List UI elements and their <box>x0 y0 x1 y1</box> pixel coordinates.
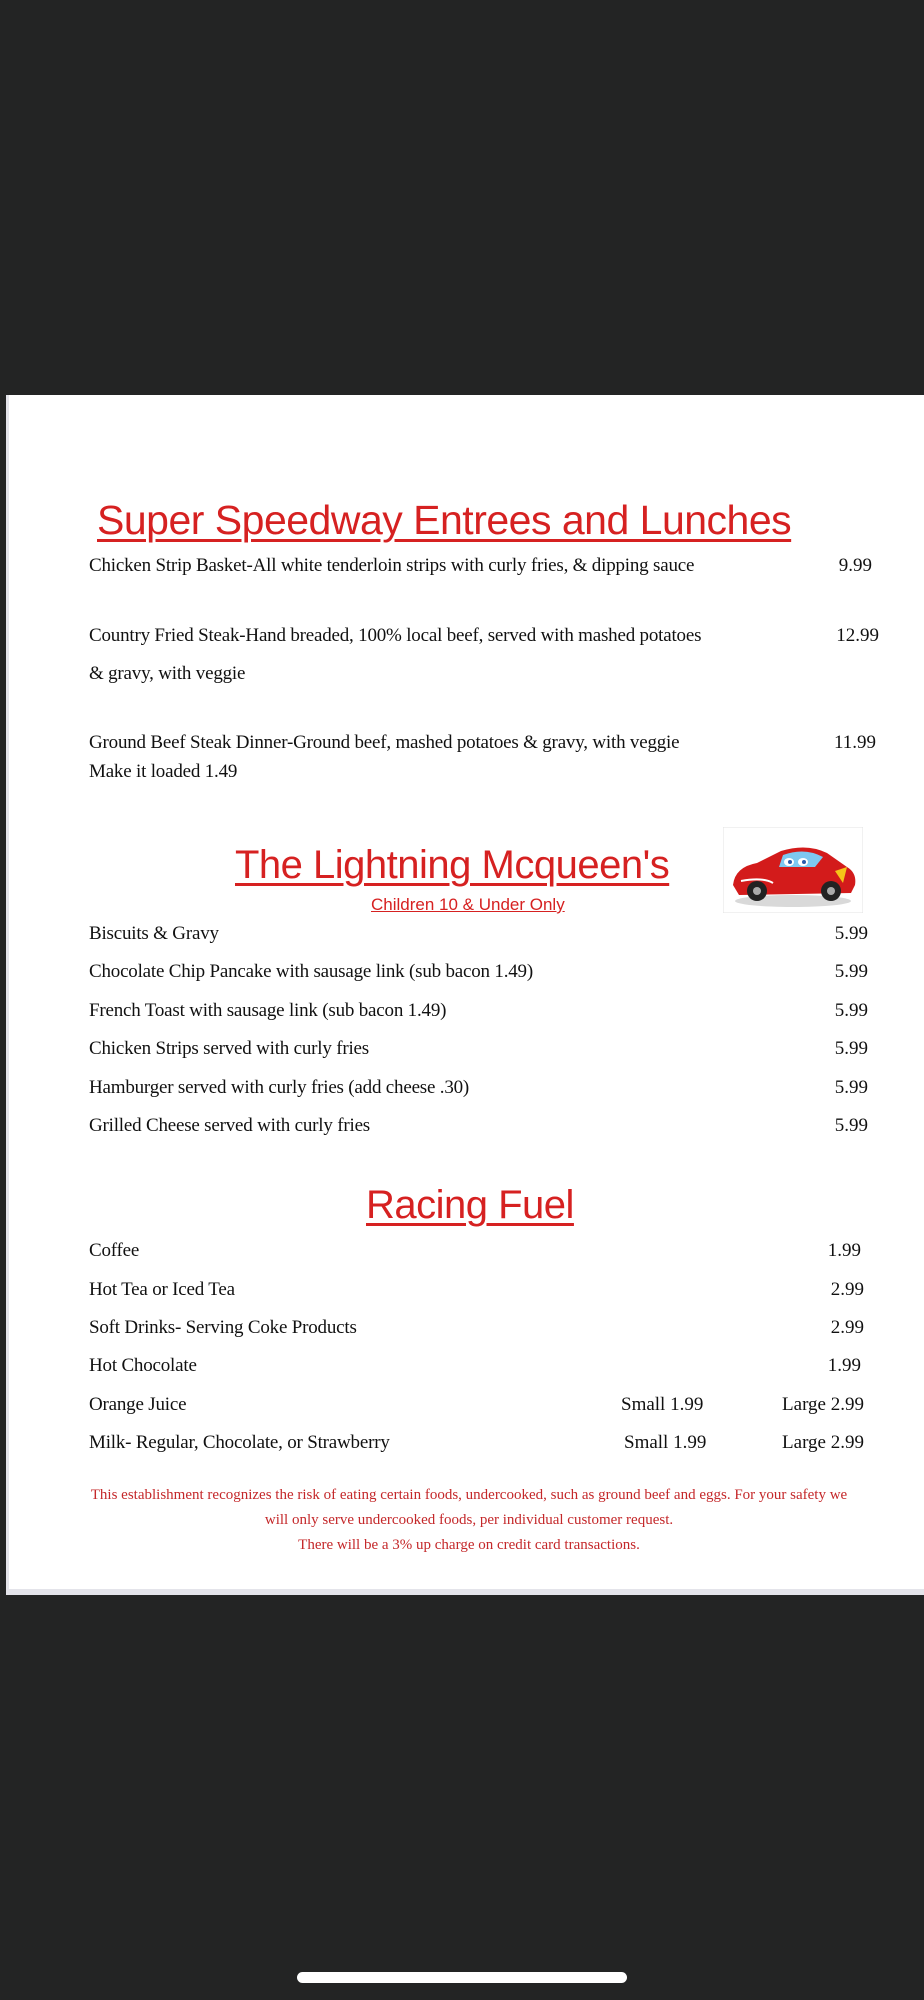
notice-line: This establishment recognizes the risk of eating certain foods, undercooked, such as ground beef and eggs. For your safety we <box>90 1487 848 1503</box>
home-indicator[interactable] <box>297 1972 627 1983</box>
notice-line: There will be a 3% up charge on credit card transactions. <box>298 1537 640 1553</box>
entree-item-price: 9.99 <box>838 555 872 576</box>
kids-item-price: 5.99 <box>834 1038 868 1059</box>
kids-item-price: 5.99 <box>834 1077 868 1098</box>
entree-item-detail: & gravy, with veggie <box>89 663 246 684</box>
drink-item-name: Soft Drinks- Serving Coke Products <box>89 1317 357 1338</box>
drink-item-large-price: Large 2.99 <box>782 1432 864 1453</box>
entree-item-name: Chicken Strip Basket-All white tenderloin strips with curly fries, & dipping sauce <box>89 555 695 576</box>
drink-item-small-price: Small 1.99 <box>621 1394 704 1415</box>
lightning-mcqueen-image <box>723 827 863 913</box>
kids-subtitle: Children 10 & Under Only <box>371 895 565 914</box>
notice-line: will only serve undercooked foods, per individual customer request. <box>264 1512 674 1528</box>
entree-item-price: 11.99 <box>833 732 876 753</box>
drink-item-price: 2.99 <box>830 1279 864 1300</box>
menu-page <box>6 395 924 1595</box>
kids-item-price: 5.99 <box>834 1115 868 1136</box>
kids-item-name: Chicken Strips served with curly fries <box>89 1038 369 1059</box>
kids-item-name: Biscuits & Gravy <box>89 923 219 944</box>
drink-item-large-price: Large 2.99 <box>782 1394 864 1415</box>
drink-item-name: Hot Tea or Iced Tea <box>89 1279 235 1300</box>
kids-item-price: 5.99 <box>834 1000 868 1021</box>
kids-item-name: Chocolate Chip Pancake with sausage link (sub bacon 1.49) <box>89 961 533 982</box>
drink-item-name: Orange Juice <box>89 1394 187 1415</box>
drink-item-name: Hot Chocolate <box>89 1355 197 1376</box>
drink-item-small-price: Small 1.99 <box>624 1432 707 1453</box>
kids-item-price: 5.99 <box>834 961 868 982</box>
drink-item-price: 1.99 <box>827 1355 861 1376</box>
drink-item-name: Milk- Regular, Chocolate, or Strawberry <box>89 1432 390 1453</box>
drink-item-name: Coffee <box>89 1240 140 1261</box>
kids-item-name: Grilled Cheese served with curly fries <box>89 1115 370 1136</box>
drink-item-price: 2.99 <box>830 1317 864 1338</box>
drink-item-price: 1.99 <box>827 1240 861 1261</box>
entree-item-price: 12.99 <box>836 625 879 646</box>
entree-item-name: Country Fried Steak-Hand breaded, 100% local beef, served with mashed potatoes <box>89 625 702 646</box>
entree-item-name: Ground Beef Steak Dinner-Ground beef, mashed potatoes & gravy, with veggie <box>89 732 680 753</box>
kids-item-price: 5.99 <box>834 923 868 944</box>
kids-item-name: French Toast with sausage link (sub bacon 1.49) <box>89 1000 447 1021</box>
kids-item-name: Hamburger served with curly fries (add cheese .30) <box>89 1077 470 1098</box>
entrees-heading: Super Speedway Entrees and Lunches <box>97 497 792 543</box>
kids-heading: The Lightning Mcqueen's <box>235 843 670 887</box>
disclaimer-notice <box>49 1483 889 1558</box>
entree-item-detail: Make it loaded 1.49 <box>89 761 238 782</box>
drinks-heading: Racing Fuel <box>366 1183 574 1227</box>
